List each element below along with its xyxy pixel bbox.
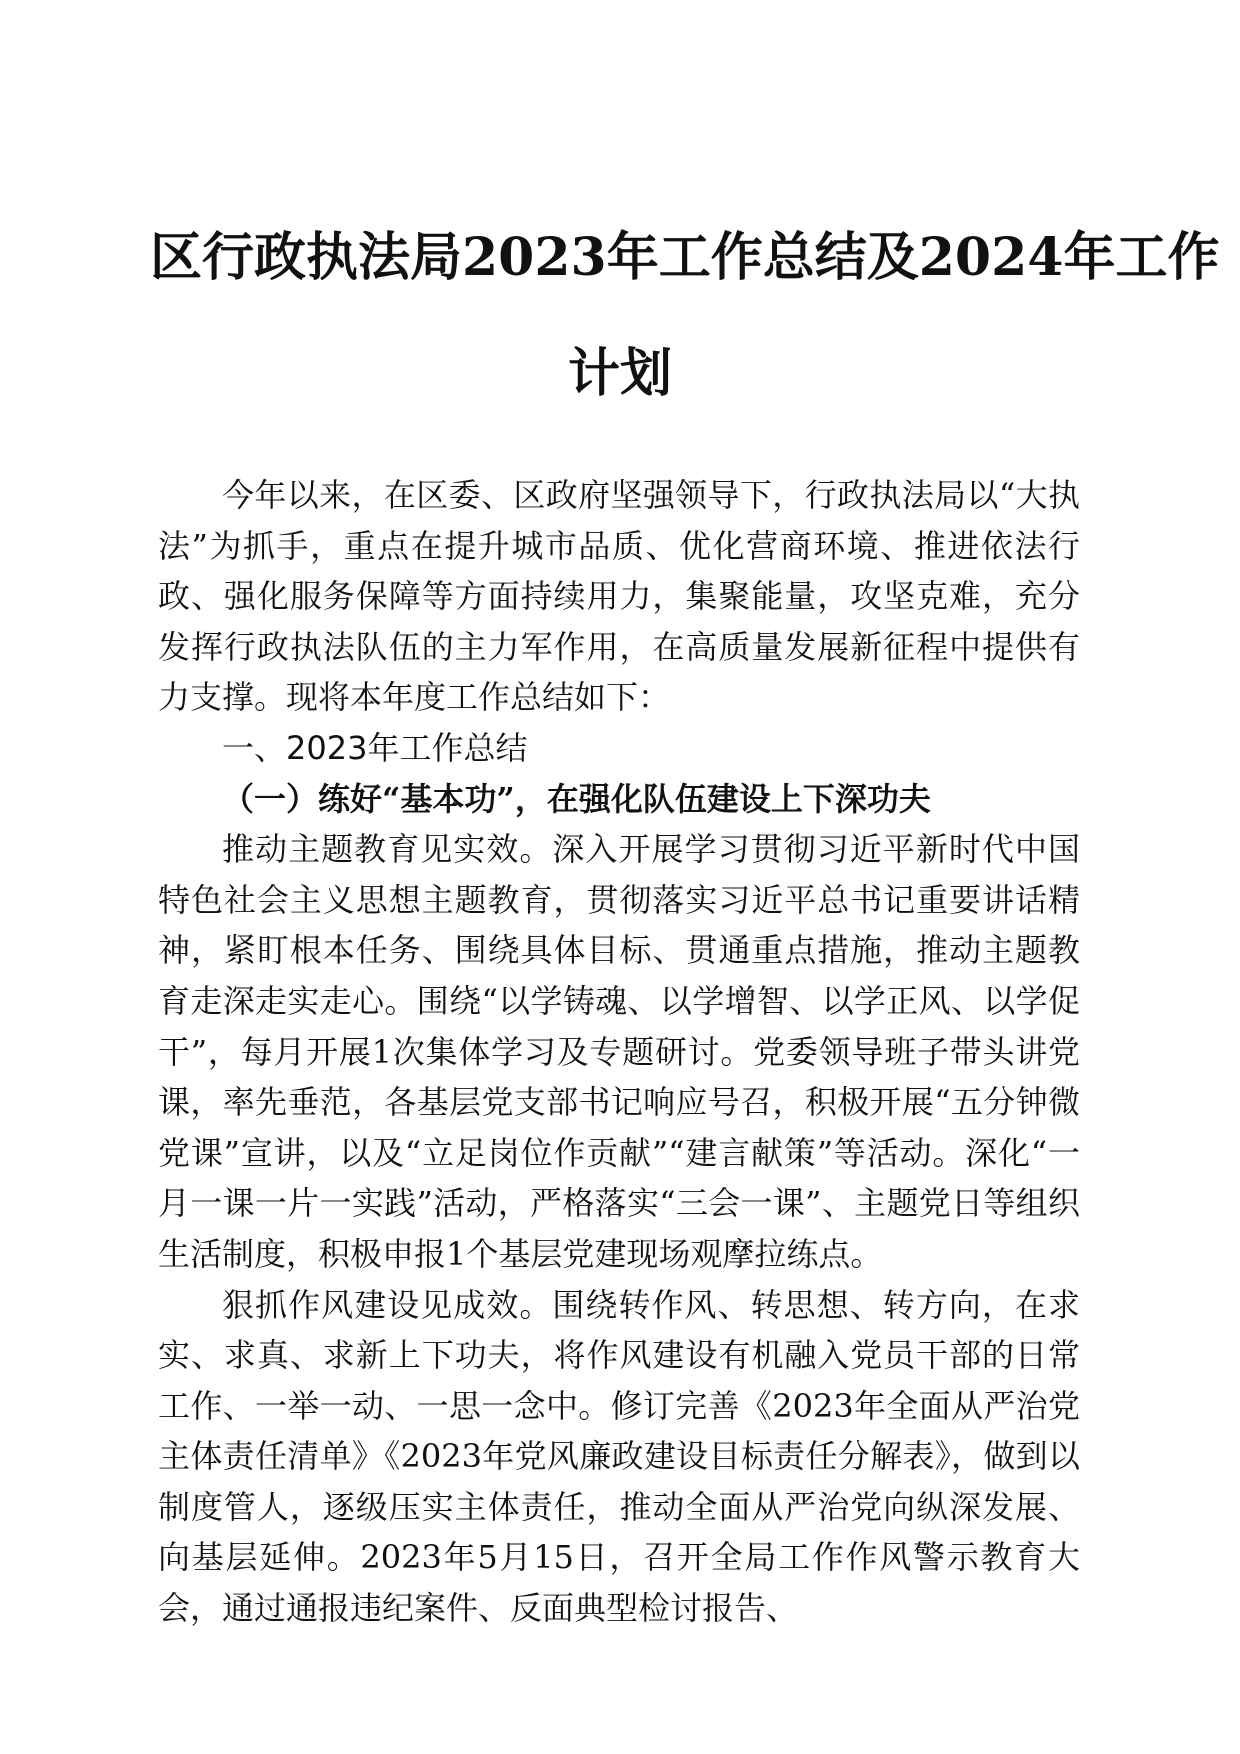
body-paragraph-2: 狠抓作风建设见成效。围绕转作风、转思想、转方向，在求实、求真、求新上下功夫，将作风建设有机融入党员干部的日常工作、一举一动、一思一念中。修订完善《2023年全面从严治党主体责任清单》《2023年党风廉政建设目标责任分解表》，做到以制度管人，逐级压实主体责任，推动全面从严治党向纵深发展、向基层延伸。2023年5月15日，召开全局工作作风警示教育大会，通过通报违纪案件、反面典型检讨报告、 bbox=[158, 1285, 1080, 1628]
section-heading: 一、2023年工作总结 bbox=[222, 728, 528, 767]
intro-paragraph: 今年以来，在区委、区政府坚强领导下，行政执法局以“大执法”为抓手，重点在提升城市品质、优化营商环境、推进依法行政、强化服务保障等方面持续用力，集聚能量，攻坚克难，充分发挥行政执法队伍的主力军作用，在高质量发展新征程中提供有力支撑。现将本年度工作总结如下： bbox=[158, 476, 1080, 717]
document-title-line-1: 区行政执法局2023年工作总结及2024年工作 bbox=[150, 227, 1220, 288]
document-body bbox=[158, 470, 1080, 1634]
subsection-heading: （一）练好“基本功”，在强化队伍建设上下深功夫 bbox=[222, 779, 931, 818]
body-paragraph-1: 推动主题教育见实效。深入开展学习贯彻习近平新时代中国特色社会主义思想主题教育，贯彻落实习近平总书记重要讲话精神，紧盯根本任务、围绕具体目标、贯通重点措施，推动主题教育走深走实走心。围绕“以学铸魂、以学增智、以学正风、以学促干”，每月开展1次集体学习及专题研讨。党委领导班子带头讲党课，率先垂范，各基层党支部书记响应号召，积极开展“五分钟微党课”宣讲，以及“立足岗位作贡献”“建言献策”等活动。深化“一月一课一片一实践”活动，严格落实“三会一课”、主题党日等组织生活制度，积极申报1个基层党建现场观摩拉练点。 bbox=[158, 830, 1080, 1273]
document-title-line-2: 计划 bbox=[567, 343, 672, 404]
